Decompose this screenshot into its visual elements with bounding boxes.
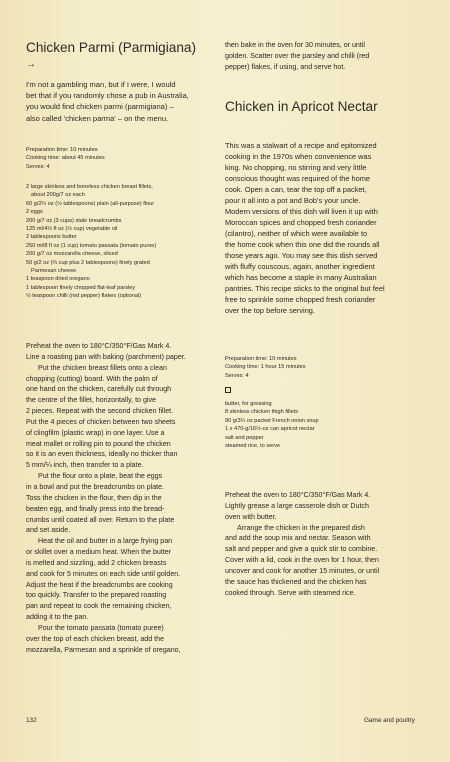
text-line: Adjust the heat if the breadcrumbs are cooking [26,580,173,589]
method-apricot [225,490,379,598]
text-line: uncover and cook for another 15 minutes, or until [225,566,380,575]
text-line: golden. Scatter over the parsley and chilli (red [225,51,370,60]
text-line: Arrange the chicken in the prepared dish [237,523,365,532]
text-line: 1 tablespoon finely chopped flat-leaf parsley [26,284,136,291]
text-line: Cooking time: 1 hour 15 minutes [225,364,306,371]
text-line: 2 pieces. Repeat with the second chicken fillet. [26,407,174,416]
text-line: mozzarella, Parmesan and a sprinkle of oregano, [26,645,181,654]
text-line: Preparation time: 10 minutes [26,147,98,153]
recipe-meta-apricot [225,355,306,380]
text-line: 1 teaspoon dried oregano [26,276,90,283]
ingredient-list-apricot [225,400,319,450]
text-line: This was a stalwart of a recipe and epitomized [225,141,377,150]
text-line: 5 mm/¼ inch, then transfer to a plate. [26,461,144,470]
text-line: 60 g/2¼ oz (½ tablespoons) plain (all-purpose) flour [26,200,155,207]
square-symbol [225,381,231,399]
text-line: 1 x 470-g/16½-oz can apricot nectar [225,426,315,433]
text-line: Pour the tomato passata (tomato puree) [38,623,164,632]
text-line: Moroccan spices and chopped fresh coriander [225,218,377,227]
text-line: Preparation time: 10 minutes [225,356,297,362]
text-line: Cooking time: about 45 minutes [26,155,105,162]
page-number: 132 [26,717,37,724]
text-line: and add the soup mix and nectar. Season with [225,534,371,543]
text-line: and cook for 5 minutes on each side until golden. [26,569,181,578]
method-parmi-continued [225,40,369,73]
text-line: 200 g/7 oz mozzarella cheese, sliced [26,251,118,258]
text-line: of clingfilm (plastic wrap) in one layer. Use a [26,428,165,437]
text-line: or skillet over a medium heat. When the butter [26,548,172,557]
text-line: pour it all into a pot and Bob's your uncle. [225,196,361,205]
text-line: Toss the chicken in the flour, then dip in the [26,493,162,502]
text-line: Lightly grease a large casserole dish or Dutch [225,501,369,510]
text-line: cooking in the 1970s when convenience was [225,152,372,161]
text-line: Line a roasting pan with baking (parchment) paper. [26,352,186,361]
text-line: those years ago. You may see this dish served [225,251,378,260]
text-line: and set aside. [26,526,71,535]
text-line: oven with butter. [225,512,277,521]
text-line: Put the flour onto a plate, beat the eggs [38,472,163,481]
text-line: Put the chicken breast fillets onto a clean [38,363,167,372]
text-line: which has become a staple in many Australian [225,273,377,282]
method-parmi [26,341,186,655]
text-line: beaten egg, and finally press into the bread- [26,504,165,513]
text-line: so it is an even thickness, ideally no thicker than [26,450,178,459]
text-line: over the top before serving. [225,306,315,315]
text-line: the home cook when this one did the rounds all [225,240,380,249]
text-line: meat mallet or rolling pin to pound the chicken [26,439,171,448]
text-line: Cover with a lid, cook in the oven for 1 hour, then [225,556,379,565]
text-line: then bake in the oven for 30 minutes, or until [225,41,365,49]
text-line: the centre of the fillet, horizontally, to give [26,396,156,405]
text-line: is melted and sizzling, add 2 chicken breasts [26,558,167,567]
text-line: (cilantro), neither of which were available to [225,229,368,238]
text-line: 2 eggs [26,209,43,216]
text-line: butter, for greasing [225,401,272,407]
text-line: free to sprinkle some chopped fresh coriander [225,295,376,304]
text-line: Preheat the oven to 180°C/350°F/Gas Mark 4. [225,491,371,499]
text-line: adding it to the pan. [26,613,89,622]
text-line: over the top of each chicken breast, add the [26,634,165,643]
recipe-intro-apricot [225,140,385,316]
text-line: Serves: 4 [225,372,249,379]
section-name: Game and poultry [364,717,415,724]
text-line: Modern versions of this dish will liven it up with [225,207,378,216]
text-line: 125 ml/4½ fl oz (½ cup) vegetable oil [26,226,118,233]
text-line: Heat the oil and butter in a large frying pan [38,537,173,546]
text-line: in a bowl and put the breadcrumbs on plate. [26,482,165,491]
text-line: Serves: 4 [26,163,50,170]
text-line: 8 skinless chicken thigh fillets [225,409,299,416]
text-line: with fluffy couscous, again, another ingredient [225,262,375,271]
recipe-title-apricot-nectar: Chicken in Apricot Nectar [225,99,378,114]
text-line: salt and pepper and give a quick stir to combine. [225,545,378,554]
text-line: Put the 4 pieces of chicken between two sheets [26,417,176,426]
text-line: crumbs until coated all over. Return to the plate [26,515,175,524]
text-line: 90 g/3¼ oz packet French onion soup [225,417,319,424]
text-line: pan and repeat to cook the remaining chicken, [26,602,172,611]
text-line: also called 'chicken parma' – on the menu. [26,113,169,123]
recipe-meta-parmi [26,146,105,171]
text-line: salt and pepper [225,434,264,441]
text-line: cooked through. Serve with steamed rice. [225,588,356,597]
recipe-intro-parmi [26,79,189,124]
text-line: pepper) flakes, if using, and serve hot. [225,62,346,71]
text-line: bet that if you randomly chose a pub in Australia, [26,91,189,101]
text-line: Preheat the oven to 180°C/350°F/Gas Mark 4. [26,342,172,350]
text-line: one hand on the chicken, carefully cut through [26,385,172,394]
text-line: cook. Open a can, tear the top off a packet, [225,185,367,194]
text-line: 50 g/2 oz (⅔ cup plus 2 tablespoons) finely grated [26,259,150,266]
text-line: about 200g/7 oz each [31,192,85,199]
text-line: pantries. This recipe sticks to the original but feel [225,284,385,293]
text-line: too quickly. Transfer to the prepared roasting [26,591,167,600]
text-line: the sauce has thickened and the chicken has [225,577,367,586]
recipe-title-chicken-parmi: Chicken Parmi (Parmigiana) [26,40,196,55]
text-line: steamed rice, to serve [225,443,281,450]
arrow-icon: → [26,59,36,70]
text-line: Parmesan cheese [31,268,77,275]
text-line: 250 ml/8 fl oz (1 cup) tomato passata (tomato puree) [26,242,157,249]
text-line: 200 g/7 oz (3 cups) stale breadcrumbs [26,217,122,224]
text-line: I'm not a gambling man, but if I were, I would [26,80,176,89]
text-line: you would find chicken parmi (parmigiana) – [26,102,174,112]
text-line: king. No chopping, no stirring and very little [225,163,367,172]
text-line: conscious thought was required of the home [225,174,371,183]
text-line: 2 tablespoons butter [26,234,77,241]
text-line: 2 large skinless and boneless chicken breast fillets, [26,184,153,190]
text-line: chopping (cutting) board. With the palm of [26,374,158,383]
ingredient-list-parmi [26,183,156,301]
text-line: ½ teaspoon chilli (red pepper) flakes (optional) [26,293,142,300]
